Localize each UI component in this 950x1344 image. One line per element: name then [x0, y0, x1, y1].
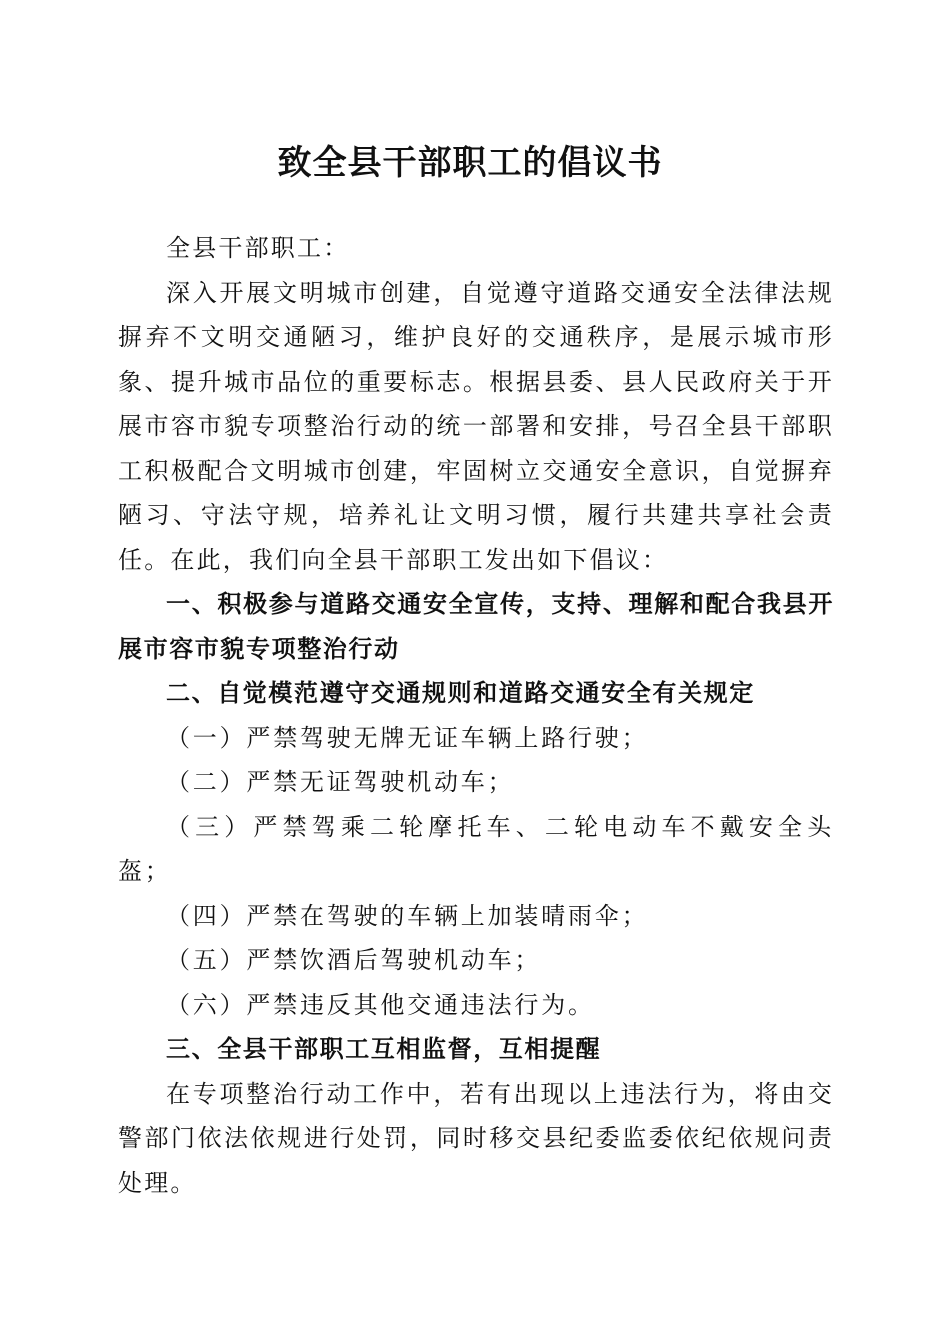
rule-item-6: （六）严禁违反其他交通违法行为。 — [166, 990, 595, 1019]
closing-paragraph: 在专项整治行动工作中，若有出现以上违法行为，将由交警部门依法依规进行处罚，同时移交县纪委监委依纪依规问责处理。 — [118, 1079, 834, 1197]
document-title: 致全县干部职工的倡议书 — [277, 143, 663, 183]
document-body — [118, 226, 834, 1205]
rule-item-1: （一）严禁驾驶无牌无证车辆上路行驶； — [166, 723, 649, 752]
section-heading-1: 一、积极参与道路交通安全宣传，支持、理解和配合我县开展市容市貌专项整治行动 — [118, 590, 834, 663]
rule-item-2: （二）严禁无证驾驶机动车； — [166, 768, 515, 796]
section-heading-3: 三、全县干部职工互相监督，互相提醒 — [166, 1035, 602, 1063]
rule-item-4: （四）严禁在驾驶的车辆上加装晴雨伞； — [166, 901, 649, 930]
rule-item-5: （五）严禁饮酒后驾驶机动车； — [166, 946, 542, 974]
intro-paragraph: 深入开展文明城市创建，自觉遵守道路交通安全法律法规摒弃不文明交通陋习，维护良好的交通秩序，是展示城市形象、提升城市品位的重要标志。根据县委、县人民政府关于开展市容市貌专项整治行动的统一部署和安排，号召全县干部职工积极配合文明城市创建，牢固树立交通安全意识，自觉摒弃陋习、守法守规，培养礼让文明习惯，履行共建共享社会责任。在此，我们向全县干部职工发出如下倡议： — [118, 278, 834, 574]
salutation: 全县干部职工： — [166, 234, 350, 262]
rule-item-3: （三）严禁驾乘二轮摩托车、二轮电动车不戴安全头盔； — [118, 812, 834, 885]
section-heading-2: 二、自觉模范遵守交通规则和道路交通安全有关规定 — [166, 679, 755, 707]
